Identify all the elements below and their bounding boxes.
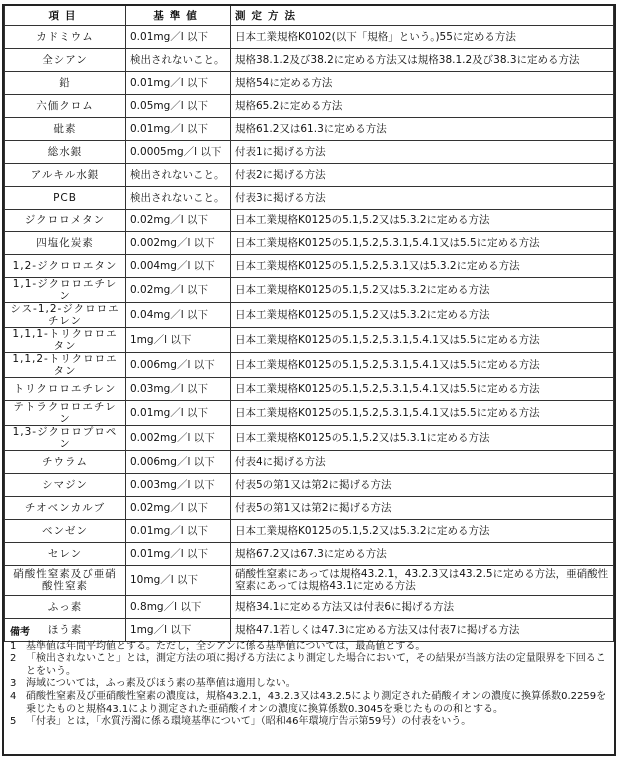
table-row (5, 378, 614, 401)
row-method: 規格54に定める方法 (231, 71, 614, 94)
row-item: 鉛 (5, 71, 126, 94)
row-method: 日本工業規格K0125の5.1,5.2,5.3.1,5.4.1又は5.5に定める方法 (231, 328, 614, 353)
notes-title: 備考 (10, 627, 30, 638)
row-method: 規格67.2又は67.3に定める方法 (231, 543, 614, 566)
row-standard: 0.8mg／l 以下 (126, 595, 231, 618)
table-row (5, 26, 614, 49)
row-standard: 0.01mg／l 以下 (126, 71, 231, 94)
row-item: ふっ素 (5, 595, 126, 618)
header-standard: 基準値 (126, 6, 231, 26)
note-text: 「検出されないこと」とは，測定方法の項に掲げる方法により測定した場合において，その結果が当該方法の定量限界を下回ることをいう。 (26, 653, 606, 677)
row-item: 砒素 (5, 117, 126, 140)
row-item: 四塩化炭素 (5, 232, 126, 255)
table-row (5, 353, 614, 378)
row-standard: 0.002mg／l 以下 (126, 426, 231, 451)
row-method: 付表3に掲げる方法 (231, 186, 614, 209)
table-row (5, 232, 614, 255)
row-method: 付表2に掲げる方法 (231, 163, 614, 186)
table-row (5, 474, 614, 497)
row-item: 1,3-ジクロロプロペン (5, 426, 126, 451)
standards-sheet (2, 4, 616, 756)
row-method: 日本工業規格K0125の5.1,5.2又は5.3.2に定める方法 (231, 303, 614, 328)
row-item: アルキル水銀 (5, 163, 126, 186)
table-row (5, 163, 614, 186)
row-item: PCB (5, 186, 126, 209)
row-item: チオベンカルブ (5, 497, 126, 520)
row-item: 1,1-ジクロロエチレン (5, 278, 126, 303)
note-number: 2 (10, 653, 17, 665)
row-standard: 検出されないこと。 (126, 163, 231, 186)
table-header-row (5, 6, 614, 26)
row-item: 1,1,1-トリクロロエタン (5, 328, 126, 353)
row-item: 1,2-ジクロロエタン (5, 255, 126, 278)
row-method: 日本工業規格K0125の5.1,5.2,5.3.1,5.4.1又は5.5に定める方法 (231, 232, 614, 255)
row-standard: 0.01mg／l 以下 (126, 401, 231, 426)
note-text: 海域については，ふっ素及びほう素の基準値は適用しない。 (26, 678, 296, 690)
note-item (10, 653, 608, 678)
row-method: 付表1に掲げる方法 (231, 140, 614, 163)
row-method: 日本工業規格K0125の5.1,5.2又は5.3.2に定める方法 (231, 520, 614, 543)
row-standard: 0.006mg／l 以下 (126, 353, 231, 378)
table-row (5, 255, 614, 278)
table-row (5, 543, 614, 566)
row-item: ベンゼン (5, 520, 126, 543)
row-standard: 0.02mg／l 以下 (126, 209, 231, 232)
table-row (5, 565, 614, 595)
note-item (10, 716, 608, 729)
note-number: 5 (10, 716, 17, 728)
row-method: 日本工業規格K0125の5.1,5.2,5.3.1,5.4.1又は5.5に定める方法 (231, 353, 614, 378)
table-row (5, 451, 614, 474)
table-row (5, 71, 614, 94)
note-number: 1 (10, 640, 17, 652)
notes-section (4, 624, 614, 732)
row-standard: 1mg／l 以下 (126, 328, 231, 353)
row-item: 六価クロム (5, 94, 126, 117)
row-item: シス-1,2-ジクロロエチレン (5, 303, 126, 328)
row-standard: 検出されないこと。 (126, 48, 231, 71)
row-method: 日本工業規格K0125の5.1,5.2,5.3.1,5.4.1又は5.5に定める方法 (231, 378, 614, 401)
note-item (10, 641, 608, 654)
row-standard: 10mg／l 以下 (126, 565, 231, 595)
row-item: 1,1,2-トリクロロエタン (5, 353, 126, 378)
row-method: 付表5の第1又は第2に掲げる方法 (231, 497, 614, 520)
note-number: 4 (10, 690, 17, 702)
header-item: 項目 (5, 6, 126, 26)
table-row (5, 401, 614, 426)
row-method: 規格47.1若しくは47.3に定める方法又は付表7に掲げる方法 (231, 618, 614, 641)
table-row (5, 94, 614, 117)
row-standard: 0.05mg／l 以下 (126, 94, 231, 117)
table-row (5, 520, 614, 543)
row-standard: 1mg／l 以下 (126, 618, 231, 641)
row-item: テトラクロロエチレン (5, 401, 126, 426)
table-row (5, 278, 614, 303)
row-standard: 0.01mg／l 以下 (126, 117, 231, 140)
note-text: 「付表」とは，「水質汚濁に係る環境基準について」（昭和46年環境庁告示第59号）の付表をいう。 (26, 716, 472, 728)
row-method: 日本工業規格K0102(以下「規格」という。)55に定める方法 (231, 26, 614, 49)
row-item: ほう素 (5, 618, 126, 641)
row-standard: 0.003mg／l 以下 (126, 474, 231, 497)
row-item: シマジン (5, 474, 126, 497)
row-standard: 0.002mg／l 以下 (126, 232, 231, 255)
row-standard: 0.01mg／l 以下 (126, 520, 231, 543)
table-row (5, 186, 614, 209)
row-method: 硝酸性窒素にあっては規格43.2.1，43.2.3又は43.2.5に定める方法，亜硝酸性窒素にあっては規格43.1に定める方法 (231, 565, 614, 595)
row-method: 付表5の第1又は第2に掲げる方法 (231, 474, 614, 497)
row-method: 規格65.2に定める方法 (231, 94, 614, 117)
row-item: 全シアン (5, 48, 126, 71)
row-method: 日本工業規格K0125の5.1,5.2,5.3.1又は5.3.2に定める方法 (231, 255, 614, 278)
row-item: カドミウム (5, 26, 126, 49)
row-standard: 0.02mg／l 以下 (126, 497, 231, 520)
row-item: セレン (5, 543, 126, 566)
table-row (5, 117, 614, 140)
row-standard: 0.004mg／l 以下 (126, 255, 231, 278)
table-row (5, 497, 614, 520)
row-item: ジクロロメタン (5, 209, 126, 232)
row-standard: 0.01mg／l 以下 (126, 543, 231, 566)
table-row (5, 209, 614, 232)
row-standard: 0.04mg／l 以下 (126, 303, 231, 328)
row-item: 硝酸性窒素及び亜硝酸性窒素 (5, 565, 126, 595)
row-method: 規格61.2又は61.3に定める方法 (231, 117, 614, 140)
row-method: 日本工業規格K0125の5.1,5.2,5.3.1,5.4.1又は5.5に定める方法 (231, 401, 614, 426)
row-item: 総水銀 (5, 140, 126, 163)
row-standard: 0.01mg／l 以下 (126, 26, 231, 49)
row-method: 付表4に掲げる方法 (231, 451, 614, 474)
row-method: 日本工業規格K0125の5.1,5.2又は5.3.1に定める方法 (231, 426, 614, 451)
standards-table (4, 6, 614, 642)
table-row (5, 303, 614, 328)
row-standard: 0.02mg／l 以下 (126, 278, 231, 303)
header-method: 測定方法 (231, 6, 614, 26)
note-text: 硝酸性窒素及び亜硝酸性窒素の濃度は，規格43.2.1，43.2.3又は43.2.5により測定された硝酸イオンの濃度に換算係数0.2259を乗じたものと規格43.1により測定された亜硝酸イオンの濃度に換算係数0.3045を乗じたものの和とする。 (26, 690, 607, 715)
row-item: チウラム (5, 451, 126, 474)
row-item: トリクロロエチレン (5, 378, 126, 401)
table-row (5, 140, 614, 163)
row-standard: 検出されないこと。 (126, 186, 231, 209)
note-item (10, 678, 608, 691)
note-text: 基準値は年間平均値とする。ただし，全シアンに係る基準値については，最高値とする。 (26, 640, 426, 652)
table-row (5, 595, 614, 618)
table-row (5, 426, 614, 451)
table-row (5, 48, 614, 71)
note-item (10, 691, 608, 716)
note-number: 3 (10, 678, 17, 690)
row-standard: 0.03mg／l 以下 (126, 378, 231, 401)
row-method: 規格38.1.2及び38.2に定める方法又は規格38.1.2及び38.3に定める方法 (231, 48, 614, 71)
row-method: 日本工業規格K0125の5.1,5.2又は5.3.2に定める方法 (231, 209, 614, 232)
row-standard: 0.006mg／l 以下 (126, 451, 231, 474)
row-standard: 0.0005mg／l 以下 (126, 140, 231, 163)
table-row (5, 328, 614, 353)
row-method: 日本工業規格K0125の5.1,5.2又は5.3.2に定める方法 (231, 278, 614, 303)
row-method: 規格34.1に定める方法又は付表6に掲げる方法 (231, 595, 614, 618)
